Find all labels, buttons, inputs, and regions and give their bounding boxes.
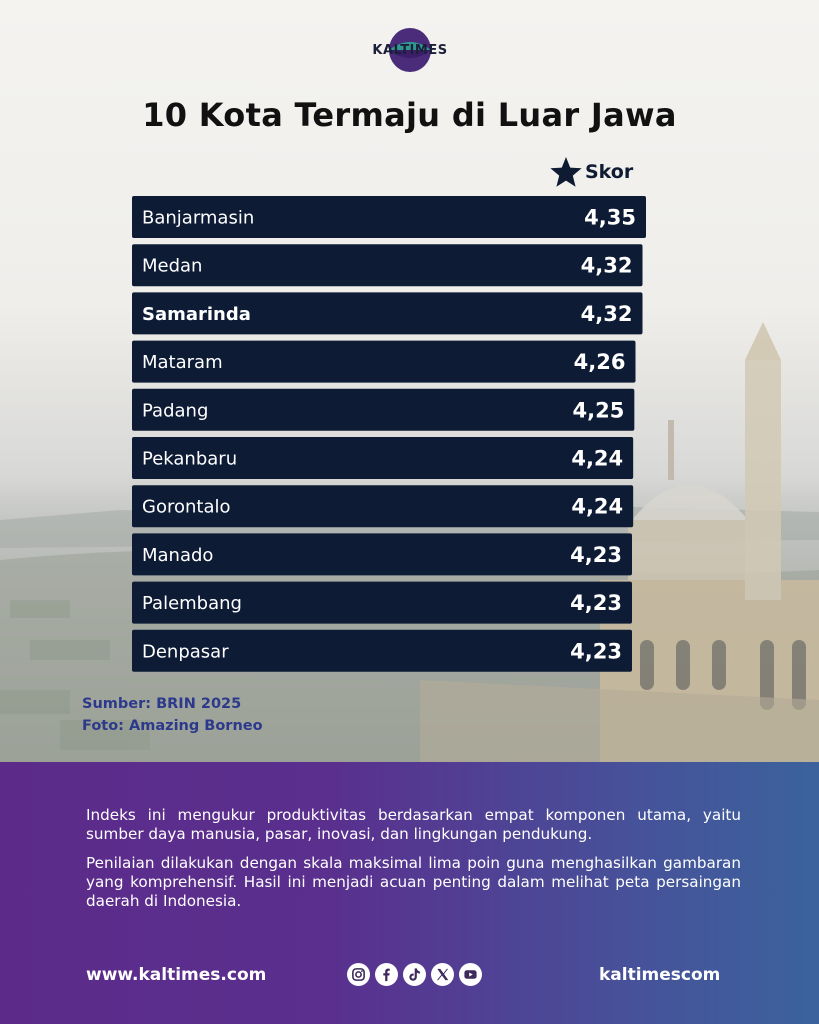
value-label: 4,24 [571,446,624,471]
social-handle[interactable]: kaltimescom [599,965,721,985]
x-icon[interactable] [431,963,454,986]
value-label: 4,26 [573,350,626,375]
source-line: Sumber: BRIN 2025 [82,696,242,712]
category-label: Denpasar [142,641,229,663]
category-label: Manado [142,544,214,566]
description-paragraph-2: Penilaian dilakukan dengan skala maksimal lima poin guna menghasilkan gambaran yang komprehensif. Hasil ini menjadi acuan penting dalam melihat peta persaingan daerah di Indonesia. [86,854,741,910]
value-label: 4,35 [584,205,636,230]
value-label: 4,24 [571,494,624,519]
source-credits [82,693,263,737]
brand-name: KALTIMES [372,43,448,58]
website-link[interactable]: www.kaltimes.com [86,965,267,985]
category-label: Samarinda [142,303,251,325]
facebook-icon[interactable] [375,963,398,986]
social-icons [347,963,482,986]
description-paragraph-1: Indeks ini mengukur produktivitas berdasarkan empat komponen utama, yaitu sumber daya manusia, pasar, inovasi, dan lingkungan pendukung. [86,806,741,843]
value-label: 4,23 [570,542,622,567]
tiktok-icon[interactable] [403,963,426,986]
category-label: Mataram [142,352,223,374]
category-label: Pekanbaru [142,448,238,470]
score-header-label: Skor [585,161,634,183]
category-label: Gorontalo [142,496,231,518]
instagram-icon[interactable] [347,963,370,986]
description [86,806,741,921]
bar-medan [132,244,643,286]
value-label: 4,23 [570,591,622,616]
value-label: 4,32 [580,301,633,326]
chart-title: 10 Kota Termaju di Luar Jawa [142,96,677,134]
value-label: 4,25 [572,398,625,423]
category-label: Medan [142,255,203,277]
category-label: Banjarmasin [142,207,255,229]
photo-credit-line: Foto: Amazing Borneo [82,718,263,734]
info-panel [0,762,819,1024]
category-label: Padang [142,400,209,422]
youtube-icon[interactable] [459,963,482,986]
value-label: 4,23 [570,639,622,664]
category-label: Palembang [142,593,242,615]
value-label: 4,32 [580,253,633,278]
